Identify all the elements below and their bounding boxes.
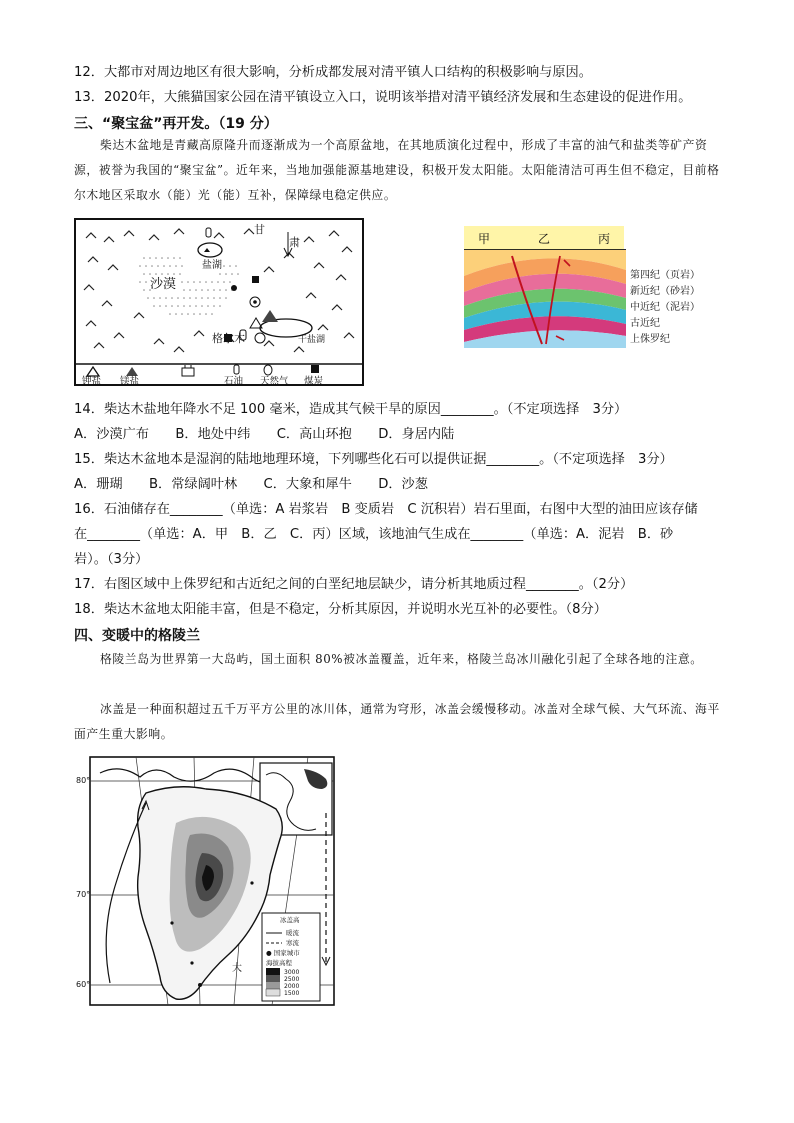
question-16-line1: 16．石油储存在________（单选：A 岩浆岩 B 变质岩 C 沉积岩）岩石里面，右图中大型的油田应该存储 [74, 502, 698, 517]
legend-coal: 煤炭 [304, 376, 324, 386]
label-geermu: 格尔木 [212, 332, 245, 345]
legend-3000: 3000 [284, 969, 300, 976]
question-16-line3: 岩）。（3分） [74, 552, 149, 567]
section-3-title: 三、“聚宝盆”再开发。（19 分） [74, 116, 278, 132]
question-13: 13．2020年，大熊猫国家公园在清平镇设立入口，说明该举措对清平镇经济发展和生态建设的促进作用。 [74, 90, 692, 105]
greenland-map [76, 753, 338, 1009]
label-ganyanhu: 干盐湖 [298, 335, 326, 345]
legend-magnesium: 镁盐 [120, 376, 140, 386]
section-4-title: 四、变暖中的格陵兰 [74, 628, 200, 644]
section-4-paragraph-1: 格陵兰岛为世界第一大岛屿，国土面积 80%被冰盖覆盖，近年来，格陵兰岛冰川融化引起了全球各地的注意。 [100, 652, 703, 666]
legend-gas: 天然气 [260, 376, 289, 386]
qaidam-basin-map [74, 218, 364, 386]
question-14: 14．柴达木盐地年降水不足 100 毫米，造成其气候干旱的原因________。（不定项选择 3分） [74, 402, 628, 417]
legend-2000: 2000 [284, 983, 300, 990]
legend-cold: 寒流 [286, 939, 299, 947]
geological-section [462, 226, 726, 352]
lat-60: 60° [76, 980, 91, 989]
legend-1500: 1500 [284, 990, 300, 997]
lat-80: 80° [76, 776, 91, 785]
section-label-yi: 乙 [538, 232, 551, 246]
legend-elev-title: 海拔高程 [266, 959, 292, 967]
section-label-jia: 甲 [478, 232, 491, 246]
legend-potash: 钾盐 [82, 376, 102, 386]
label-shamo: 沙漠 [150, 277, 177, 292]
layer-quaternary: 第四纪（页岩） [630, 270, 700, 281]
layer-upper-jurassic: 上侏罗纪 [630, 334, 670, 345]
label-da: 大 [232, 963, 242, 974]
label-gan: 甘 [254, 223, 265, 236]
legend-city: ● 国家城市 [266, 949, 300, 957]
question-17: 17．右图区域中上侏罗纪和古近纪之间的白垩纪地层缺少，请分析其地质过程________。（2分） [74, 577, 634, 592]
question-15-options: A．珊瑚 B．常绿阔叶林 C．大象和犀牛 D．沙葱 [74, 477, 428, 492]
layer-middle: 中近纪（泥岩） [630, 302, 700, 313]
label-yanhu: 盐湖 [202, 260, 222, 271]
question-18: 18．柴达木盆地太阳能丰富，但是不稳定，分析其原因，并说明水光互补的必要性。（8分） [74, 602, 607, 617]
label-su: 肃 [289, 236, 300, 249]
question-15: 15．柴达木盆地本是湿润的陆地地理环境，下列哪些化石可以提供证据________。（不定项选择 3分） [74, 452, 673, 467]
question-14-options: A．沙漠广布 B．地处中纬 C．高山环抱 D．身居内陆 [74, 427, 455, 442]
question-12: 12．大都市对周边地区有很大影响，分析成都发展对清平镇人口结构的积极影响与原因。 [74, 65, 592, 80]
layer-paleogene: 古近纪 [630, 318, 660, 329]
section-label-bing: 丙 [598, 232, 611, 246]
layer-neogene: 新近纪（砂岩） [630, 286, 700, 297]
section-3-paragraph: 柴达木盆地是青藏高原隆升而逐渐成为一个高原盆地，在其地质演化过程中，形成了丰富的油气和盐类等矿产资源，被誉为我国的“聚宝盆”。近年来，当地加强能源基地建设，积极开发太阳能。太阳能清洁可再生但不稳定，目前格尔木地区采取水（能）光（能）互补，保障绿电稳定供应。 [74, 138, 720, 202]
legend-2500: 2500 [284, 976, 300, 983]
section-4-paragraph-2: 冰盖是一种面积超过五千万平方公里的冰川体，通常为穹形，冰盖会缓慢移动。冰盖对全球气候、大气环流、海平面产生重大影响。 [74, 702, 720, 741]
legend-title: 冰盖高 [280, 916, 300, 924]
legend-oil: 石油 [224, 376, 244, 386]
question-16-line2: 在________（单选：A．甲 B．乙 C．丙）区域，该地油气生成在________（单选：A．泥岩 B．砂 [74, 527, 674, 542]
lat-70: 70° [76, 890, 91, 899]
legend-warm: 暖流 [286, 929, 299, 937]
